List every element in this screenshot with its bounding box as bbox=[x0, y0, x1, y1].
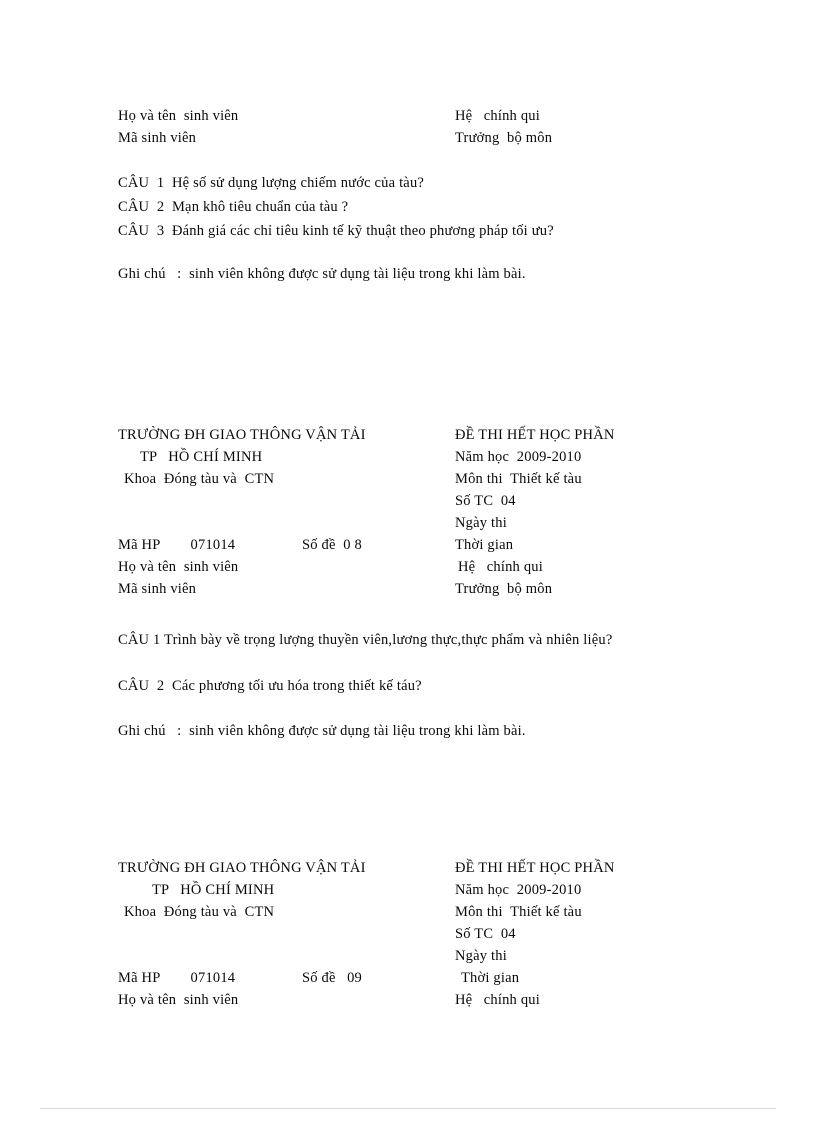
duration: Thời gian bbox=[455, 537, 514, 553]
table-row bbox=[0, 901, 816, 923]
table-row bbox=[0, 490, 816, 512]
table-row bbox=[0, 945, 816, 967]
exam-date: Ngày thi bbox=[455, 515, 507, 531]
exam-note: Ghi chú : sinh viên không được sử dụng tài liệu trong khi làm bài. bbox=[118, 266, 526, 282]
question-2: CÂU 2 Mạn khô tiêu chuẩn của tàu ? bbox=[118, 199, 349, 215]
exam-top-partial-header bbox=[0, 105, 816, 149]
exam-date: Ngày thi bbox=[455, 948, 507, 964]
exam-note: Ghi chú : sinh viên không được sử dụng tài liệu trong khi làm bài. bbox=[118, 723, 526, 739]
faculty-name: Khoa Đóng tàu và CTN bbox=[124, 904, 275, 920]
exam-09-header bbox=[0, 857, 816, 1011]
academic-year: Năm học 2009-2010 bbox=[455, 449, 582, 465]
student-id-label: Mã sinh viên bbox=[118, 130, 197, 146]
question-3: CÂU 3 Đánh giá các chỉ tiêu kinh tế kỹ thuật theo phương pháp tối ưu? bbox=[118, 223, 554, 239]
table-row bbox=[0, 923, 816, 945]
table-row bbox=[0, 127, 816, 149]
program-label: Hệ chính qui bbox=[455, 108, 540, 124]
table-row bbox=[0, 424, 816, 446]
course-code: Mã HP 071014 bbox=[118, 970, 236, 986]
duration: Thời gian bbox=[461, 970, 520, 986]
table-row bbox=[0, 468, 816, 490]
table-row bbox=[0, 578, 816, 600]
question-2: CÂU 2 Các phương tối ưu hóa trong thiết kế táu? bbox=[118, 678, 422, 694]
credits: Số TC 04 bbox=[455, 926, 516, 942]
program-label: Hệ chính qui bbox=[455, 992, 540, 1008]
university-name-line1: TRƯỜNG ĐH GIAO THÔNG VẬN TẢI bbox=[118, 860, 366, 876]
university-name-line2: TP HỒ CHÍ MINH bbox=[152, 882, 275, 898]
table-row bbox=[0, 512, 816, 534]
department-head-label: Trưởng bộ môn bbox=[455, 581, 553, 597]
exam-number: Số đề 09 bbox=[302, 970, 362, 986]
footer-divider bbox=[40, 1108, 776, 1109]
table-row bbox=[0, 556, 816, 578]
exam-title: ĐỀ THI HẾT HỌC PHẦN bbox=[455, 860, 615, 876]
table-row bbox=[0, 989, 816, 1011]
student-name-label: Họ và tên sinh viên bbox=[118, 559, 239, 575]
question-1: CÂU 1 Hệ số sử dụng lượng chiếm nước của tàu? bbox=[118, 175, 425, 191]
subject-name: Môn thi Thiết kế tàu bbox=[455, 904, 582, 920]
university-name-line2: TP HỒ CHÍ MINH bbox=[140, 449, 263, 465]
table-row bbox=[0, 967, 816, 989]
exam-08-header bbox=[0, 424, 816, 600]
university-name-line1: TRƯỜNG ĐH GIAO THÔNG VẬN TẢI bbox=[118, 427, 366, 443]
table-row bbox=[0, 857, 816, 879]
student-name-label: Họ và tên sinh viên bbox=[118, 992, 239, 1008]
subject-name: Môn thi Thiết kế tàu bbox=[455, 471, 582, 487]
program-label: Hệ chính qui bbox=[458, 559, 543, 575]
academic-year: Năm học 2009-2010 bbox=[455, 882, 582, 898]
student-id-label: Mã sinh viên bbox=[118, 581, 197, 597]
exam-number: Số đề 0 8 bbox=[302, 537, 362, 553]
question-1: CÂU 1 Trình bày về trọng lượng thuyền viên,lương thực,thực phẩm và nhiên liệu? bbox=[118, 632, 613, 648]
exam-title: ĐỀ THI HẾT HỌC PHẦN bbox=[455, 427, 615, 443]
faculty-name: Khoa Đóng tàu và CTN bbox=[124, 471, 275, 487]
credits: Số TC 04 bbox=[455, 493, 516, 509]
table-row bbox=[0, 879, 816, 901]
student-name-label: Họ và tên sinh viên bbox=[118, 108, 239, 124]
table-row bbox=[0, 446, 816, 468]
table-row bbox=[0, 534, 816, 556]
department-head-label: Trưởng bộ môn bbox=[455, 130, 553, 146]
course-code: Mã HP 071014 bbox=[118, 537, 236, 553]
table-row bbox=[0, 105, 816, 127]
